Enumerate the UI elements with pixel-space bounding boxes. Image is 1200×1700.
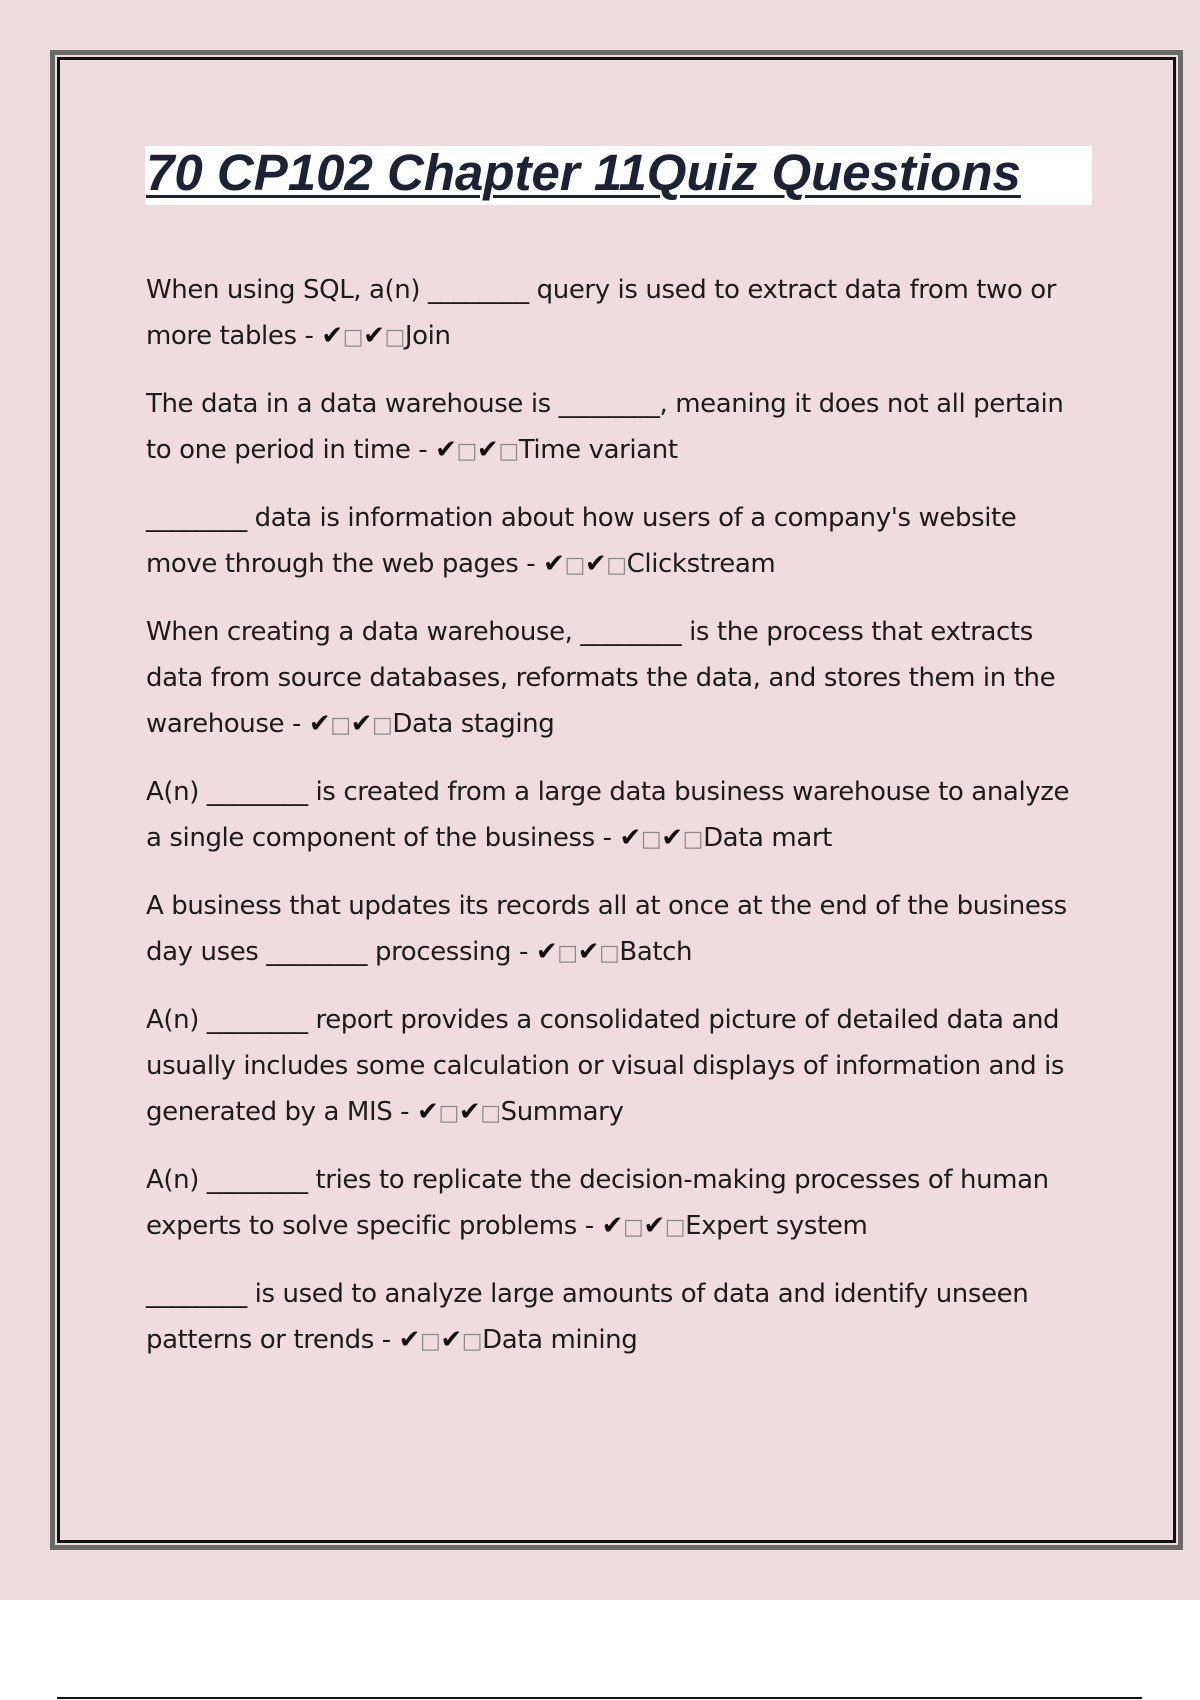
box-icon: □ <box>480 1101 501 1126</box>
box-icon: □ <box>342 325 364 350</box>
checkmark-icon: ✔ <box>308 709 331 739</box>
answer-text: Summary <box>500 1097 624 1127</box>
question-text: When using SQL, a(n) ________ query is used to extract data from two or more tables - <box>146 275 1057 351</box>
question-item <box>146 1157 1091 1251</box>
question-text: A(n) ________ report provides a consolidated picture of detailed data and usually includes some calculation or visual displays of information and is generated by a MIS - <box>146 1005 1065 1127</box>
box-icon: □ <box>330 713 351 738</box>
checkmark-icon: ✔ <box>363 321 385 351</box>
footer-divider <box>57 1697 1142 1699</box>
page-title: 70 CP102 Chapter 11Quiz Questions <box>146 144 1021 201</box>
box-icon: □ <box>599 941 620 966</box>
question-text: The data in a data warehouse is ________, meaning it does not all pertain to one period in time - <box>146 389 1064 465</box>
checkmark-icon: ✔ <box>643 1211 665 1241</box>
question-text: When creating a data warehouse, ________ is the process that extracts data from source databases, reformats the data, and stores them in the warehouse - <box>146 617 1056 739</box>
box-icon: □ <box>384 325 405 350</box>
answer-text: Data staging <box>392 709 555 739</box>
checkmark-icon: ✔ <box>417 1097 439 1127</box>
answer-text: Data mining <box>482 1325 638 1355</box>
question-text: A(n) ________ tries to replicate the decision-making processes of human experts to solve specific problems - <box>146 1165 1049 1241</box>
checkmark-icon: ✔ <box>535 937 558 967</box>
checkmark-icon: ✔ <box>435 435 457 465</box>
checkmark-icon: ✔ <box>619 823 641 853</box>
box-icon: □ <box>557 941 578 966</box>
question-item <box>146 883 1091 977</box>
checkmark-icon: ✔ <box>543 549 565 579</box>
question-item <box>146 997 1091 1137</box>
question-text: ________ data is information about how users of a company's website move through the web pages - <box>146 503 1017 579</box>
box-icon: □ <box>640 827 662 852</box>
box-icon: □ <box>622 1215 644 1240</box>
box-icon: □ <box>564 553 585 578</box>
checkmark-icon: ✔ <box>601 1211 623 1241</box>
box-icon: □ <box>438 1101 459 1126</box>
checkmark-icon: ✔ <box>398 1325 420 1355</box>
box-icon: □ <box>372 713 393 738</box>
answer-text: Join <box>404 321 451 351</box>
question-item <box>146 381 1091 475</box>
question-list <box>146 267 1091 1385</box>
box-icon: □ <box>606 553 627 578</box>
question-item <box>146 609 1091 749</box>
question-text: A business that updates its records all at once at the end of the business day uses ________ processing - <box>146 891 1067 967</box>
question-item <box>146 495 1091 589</box>
question-text: ________ is used to analyze large amounts of data and identify unseen patterns or trends - <box>146 1279 1029 1355</box>
answer-text: Data mart <box>703 823 832 853</box>
checkmark-icon: ✔ <box>584 549 607 579</box>
question-item <box>146 1271 1091 1365</box>
question-item <box>146 267 1091 361</box>
question-text: A(n) ________ is created from a large data business warehouse to analyze a single component of the business - <box>146 777 1070 853</box>
box-icon: □ <box>682 827 704 852</box>
box-icon: □ <box>461 1329 483 1354</box>
answer-text: Expert system <box>685 1211 868 1241</box>
checkmark-icon: ✔ <box>577 937 599 967</box>
checkmark-icon: ✔ <box>661 823 683 853</box>
checkmark-icon: ✔ <box>350 709 373 739</box>
box-icon: □ <box>664 1215 686 1240</box>
box-icon: □ <box>419 1329 441 1354</box>
checkmark-icon: ✔ <box>458 1097 481 1127</box>
answer-text: Clickstream <box>626 549 776 579</box>
question-item <box>146 769 1091 863</box>
checkmark-icon: ✔ <box>321 321 343 351</box>
answer-text: Time variant <box>518 435 678 465</box>
box-icon: □ <box>498 439 519 464</box>
checkmark-icon: ✔ <box>476 435 499 465</box>
answer-text: Batch <box>619 937 693 967</box>
checkmark-icon: ✔ <box>440 1325 462 1355</box>
box-icon: □ <box>456 439 477 464</box>
